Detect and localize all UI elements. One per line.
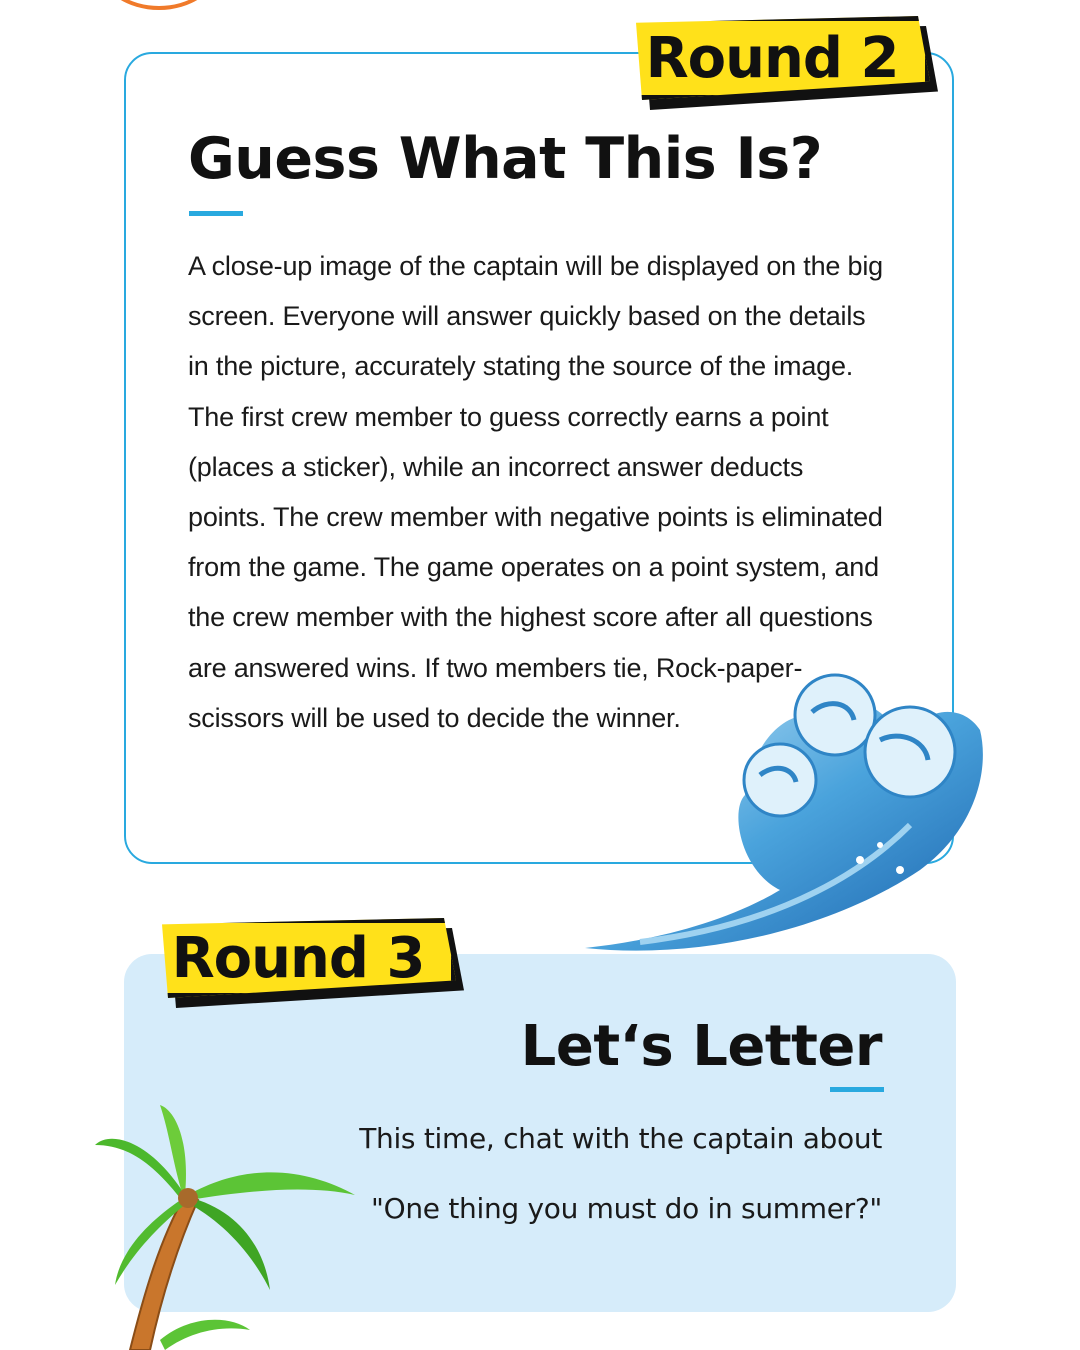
round2-paragraph-2: The first crew member to guess correctly earns a point (places a sticker), while an incorrect answer deducts points. The crew member with negative points is eliminated from the game. The game operates on a point system, and the crew member with the highest score after all questions are answered wins. If two members tie, Rock-paper-scissors will be used to decide the winner. <box>188 401 883 733</box>
round3-badge-label: Round 3 <box>171 925 425 991</box>
round2-badge-label: Round 2 <box>645 25 899 91</box>
round3-badge <box>156 918 456 998</box>
round2-badge <box>630 16 930 100</box>
round2-paragraph-1: A close-up image of the captain will be displayed on the big screen. Everyone will answer quickly based on the details in the picture, accurately stating the source of the image. <box>188 251 883 382</box>
palm-tree-icon <box>90 1100 370 1350</box>
decorative-circle <box>100 0 218 10</box>
round2-title-underline <box>189 211 243 216</box>
round3-title: Let‘s Letter <box>520 1014 882 1079</box>
round3-prompt-question: "One thing you must do in summer?" <box>371 1192 882 1225</box>
round3-title-underline <box>830 1087 884 1092</box>
round2-title: Guess What This Is? <box>188 126 823 192</box>
round3-prompt-intro: This time, chat with the captain about <box>359 1122 882 1155</box>
wave-illustration-icon <box>580 660 1000 980</box>
